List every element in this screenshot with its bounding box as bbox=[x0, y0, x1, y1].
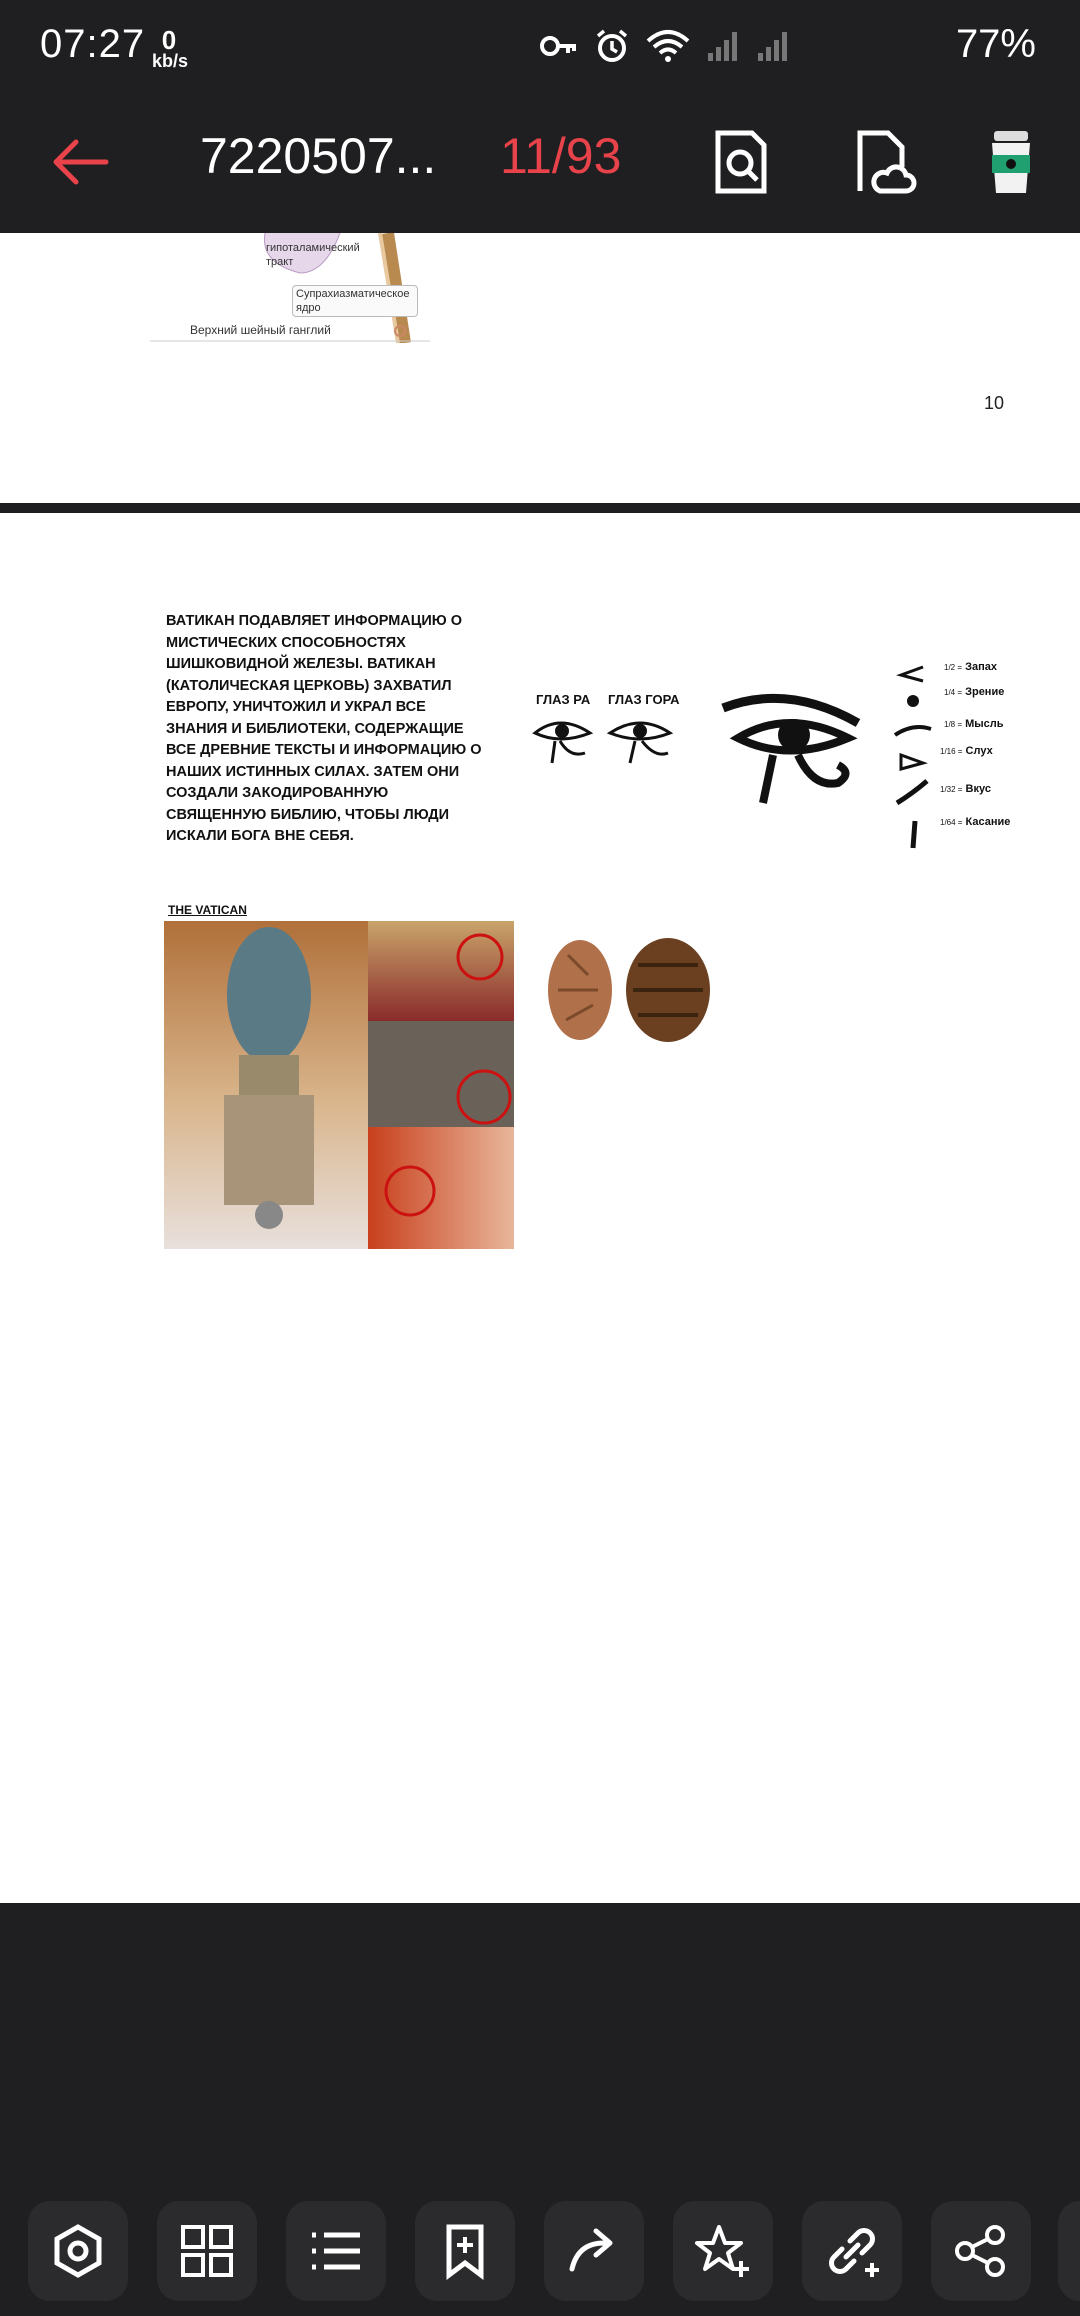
eye-ra-label: ГЛАЗ РА bbox=[536, 692, 591, 707]
sense-row-5 bbox=[940, 816, 1050, 828]
document-view[interactable] bbox=[0, 233, 1080, 2181]
sense-fraction-3: 1/16 = bbox=[940, 747, 963, 756]
sense-row-2 bbox=[944, 718, 1044, 730]
grid-icon bbox=[177, 2221, 237, 2281]
sense-name-4: Вкус bbox=[965, 783, 991, 795]
label-tract: гипоталамический тракт bbox=[266, 242, 360, 268]
sense-fraction-0: 1/2 = bbox=[944, 663, 963, 672]
sense-name-3: Слух bbox=[965, 745, 993, 757]
signal-icon-2 bbox=[756, 29, 790, 63]
network-speed-value: 0 bbox=[161, 25, 177, 55]
network-speed bbox=[152, 25, 189, 71]
list-icon bbox=[306, 2221, 366, 2281]
bottom-toolbar bbox=[0, 2181, 1080, 2316]
sense-row-4 bbox=[940, 783, 1044, 795]
signal-icon-1 bbox=[706, 29, 740, 63]
share-button[interactable] bbox=[931, 2201, 1031, 2301]
pine-cone-statue-icon bbox=[194, 925, 344, 1245]
bookmark-add-icon bbox=[435, 2221, 495, 2281]
sense-fraction-4: 1/32 = bbox=[940, 785, 963, 794]
vatican-collage-image bbox=[164, 921, 514, 1249]
more-button-partial[interactable] bbox=[1058, 2201, 1080, 2301]
search-document-icon[interactable] bbox=[704, 125, 778, 199]
sense-row-0 bbox=[944, 661, 1044, 673]
sense-fraction-2: 1/8 = bbox=[944, 720, 963, 729]
share-arrow-icon bbox=[564, 2221, 624, 2281]
status-time: 07:27 bbox=[40, 22, 146, 66]
sense-name-1: Зрение bbox=[965, 686, 1005, 698]
senses-glyphs-icon bbox=[893, 663, 933, 853]
coffee-cup-icon[interactable] bbox=[974, 125, 1048, 199]
settings-hex-icon bbox=[48, 2221, 108, 2281]
grid-button[interactable] bbox=[157, 2201, 257, 2301]
vatican-intro-text: ВАТИКАН ПОДАВЛЯЕТ ИНФОРМАЦИЮ О МИСТИЧЕСКИХ СПОСОБНОСТЯХ ШИШКОВИДНОЙ ЖЕЛЕЗЫ. ВАТИКАН (КАТОЛИЧЕСКАЯ ЦЕРКОВЬ) ЗАХВАТИЛ ЕВРОПУ, УНИЧТОЖИЛ И УКРАЛ ВСЕ ЗНАНИЯ И БИБЛИОТЕКИ, СОДЕРЖАЩИЕ ВСЕ ДРЕВНИЕ ТЕКСТЫ И ИНФОРМАЦИЮ О НАШИХ ИСТИННЫХ СИЛАХ. ЗАТЕМ ОНИ СОЗДАЛИ ЗАКОДИРОВАННУЮ СВЯЩЕННУЮ БИБЛИЮ, ЧТОБЫ ЛЮДИ ИСКАЛИ БОГА ВНЕ СЕБЯ. bbox=[166, 613, 482, 844]
back-arrow-icon[interactable] bbox=[46, 127, 116, 197]
link-add-icon bbox=[822, 2221, 882, 2281]
label-nucleus: Супрахиазматическое ядро bbox=[292, 285, 418, 317]
list-button[interactable] bbox=[286, 2201, 386, 2301]
page-counter[interactable]: 11/93 bbox=[500, 128, 622, 184]
sense-name-2: Мысль bbox=[965, 718, 1004, 730]
favorite-add-button[interactable] bbox=[673, 2201, 773, 2301]
star-add-icon bbox=[693, 2221, 753, 2281]
page-number-10: 10 bbox=[983, 393, 1004, 413]
wifi-icon bbox=[646, 29, 690, 63]
vatican-label: THE VATICAN bbox=[168, 903, 247, 917]
key-icon bbox=[538, 31, 578, 61]
forward-button[interactable] bbox=[544, 2201, 644, 2301]
pine-cones-image bbox=[538, 935, 718, 1045]
sense-name-5: Касание bbox=[965, 816, 1011, 828]
network-speed-unit: kb/s bbox=[152, 51, 189, 71]
link-add-button[interactable] bbox=[802, 2201, 902, 2301]
bookmark-add-button[interactable] bbox=[415, 2201, 515, 2301]
page-11 bbox=[0, 513, 1080, 1903]
document-title[interactable]: 7220507... bbox=[200, 128, 437, 184]
sense-fraction-1: 1/4 = bbox=[944, 688, 963, 697]
share-icon bbox=[951, 2221, 1011, 2281]
status-icons bbox=[538, 28, 790, 64]
sense-row-3 bbox=[940, 745, 1044, 757]
sense-row-1 bbox=[944, 686, 1044, 698]
reader-toolbar bbox=[0, 95, 1080, 233]
cloud-document-icon[interactable] bbox=[846, 125, 920, 199]
sense-name-0: Запах bbox=[965, 661, 997, 673]
eye-symbols-icon bbox=[530, 713, 680, 773]
alarm-icon bbox=[594, 28, 630, 64]
settings-button[interactable] bbox=[28, 2201, 128, 2301]
label-ganglion: Верхний шейный ганглий bbox=[190, 323, 331, 337]
eye-of-horus-icon bbox=[718, 693, 868, 813]
status-bar bbox=[0, 0, 1080, 95]
battery-level: 77% bbox=[955, 22, 1036, 66]
eye-horus-label: ГЛАЗ ГОРА bbox=[608, 692, 680, 707]
sense-fraction-5: 1/64 = bbox=[940, 818, 963, 827]
page-10 bbox=[0, 233, 1080, 503]
